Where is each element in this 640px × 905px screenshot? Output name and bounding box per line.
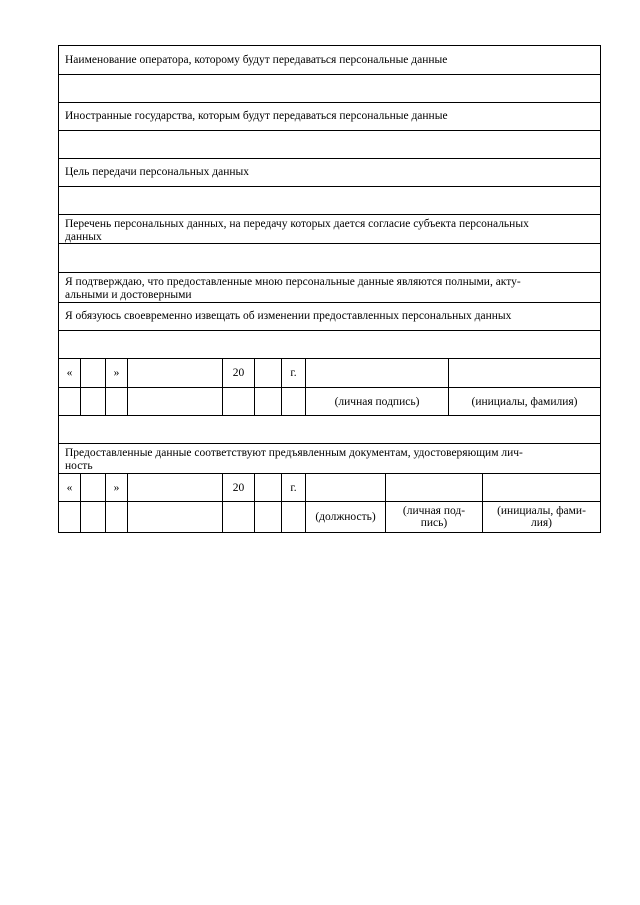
signature-caption-2: (личная под- пись): [386, 502, 483, 532]
year-suffix-2: г.: [282, 474, 306, 501]
purpose-label: Цель передачи персональных данных: [65, 166, 249, 178]
foreign-states-label-row: [58, 103, 601, 131]
year-field-2[interactable]: [255, 474, 282, 501]
year-prefix: 20: [223, 359, 255, 387]
data-list-label-line2: данных: [65, 231, 102, 243]
caption-row-2: [58, 502, 601, 533]
initials-caption: (инициалы, фамилия): [471, 395, 578, 408]
month-field[interactable]: [128, 359, 223, 387]
operator-name-label-row: [58, 45, 601, 75]
verification-row: [58, 444, 601, 474]
blank-row-2: [58, 416, 601, 444]
operator-name-field[interactable]: [58, 75, 601, 103]
caption-row-1: [58, 388, 601, 416]
data-list-label-row: [58, 215, 601, 244]
close-quote: »: [106, 359, 128, 387]
open-quote-2: «: [59, 474, 81, 501]
year-prefix-2: 20: [223, 474, 255, 501]
day-field[interactable]: [81, 359, 106, 387]
open-quote: «: [59, 359, 81, 387]
year-suffix: г.: [282, 359, 306, 387]
initials-caption-2: (инициалы, фами- лия): [497, 505, 586, 529]
data-list-field[interactable]: [58, 244, 601, 273]
purpose-field[interactable]: [58, 187, 601, 215]
close-quote-2: »: [106, 474, 128, 501]
signature-caption: (личная подпись): [306, 388, 449, 415]
confirm-line1: Я подтверждаю, что предоставленные мною персональные данные являются полными, акту-: [65, 276, 521, 288]
month-field-2[interactable]: [128, 474, 223, 501]
purpose-label-row: [58, 159, 601, 187]
data-list-label-line1: Перечень персональных данных, на передачу которых дается согласие субъекта персональных: [65, 218, 529, 230]
signature-field-2[interactable]: [386, 474, 483, 501]
consent-form: [58, 45, 601, 533]
confirm-line2: альными и достоверными: [65, 289, 192, 301]
date-row-1: [58, 359, 601, 388]
date-row-2: [58, 474, 601, 502]
initials-field-2[interactable]: [483, 474, 600, 501]
confirm-row: [58, 273, 601, 303]
position-field[interactable]: [306, 474, 386, 501]
verification-line1: Предоставленные данные соответствуют предъявленным документам, удостоверяющим лич-: [65, 447, 523, 459]
initials-field[interactable]: [449, 359, 600, 387]
year-field[interactable]: [255, 359, 282, 387]
position-caption: (должность): [306, 502, 386, 532]
day-field-2[interactable]: [81, 474, 106, 501]
foreign-states-field[interactable]: [58, 131, 601, 159]
operator-name-label: Наименование оператора, которому будут передаваться персональные данные: [65, 53, 448, 66]
notify-label: Я обязуюсь своевременно извещать об изменении предоставленных персональных данных: [65, 310, 512, 322]
signature-field[interactable]: [306, 359, 449, 387]
blank-row: [58, 331, 601, 359]
verification-line2: ность: [65, 460, 93, 472]
foreign-states-label: Иностранные государства, которым будут передаваться персональные данные: [65, 110, 448, 122]
notify-label-row: [58, 303, 601, 331]
